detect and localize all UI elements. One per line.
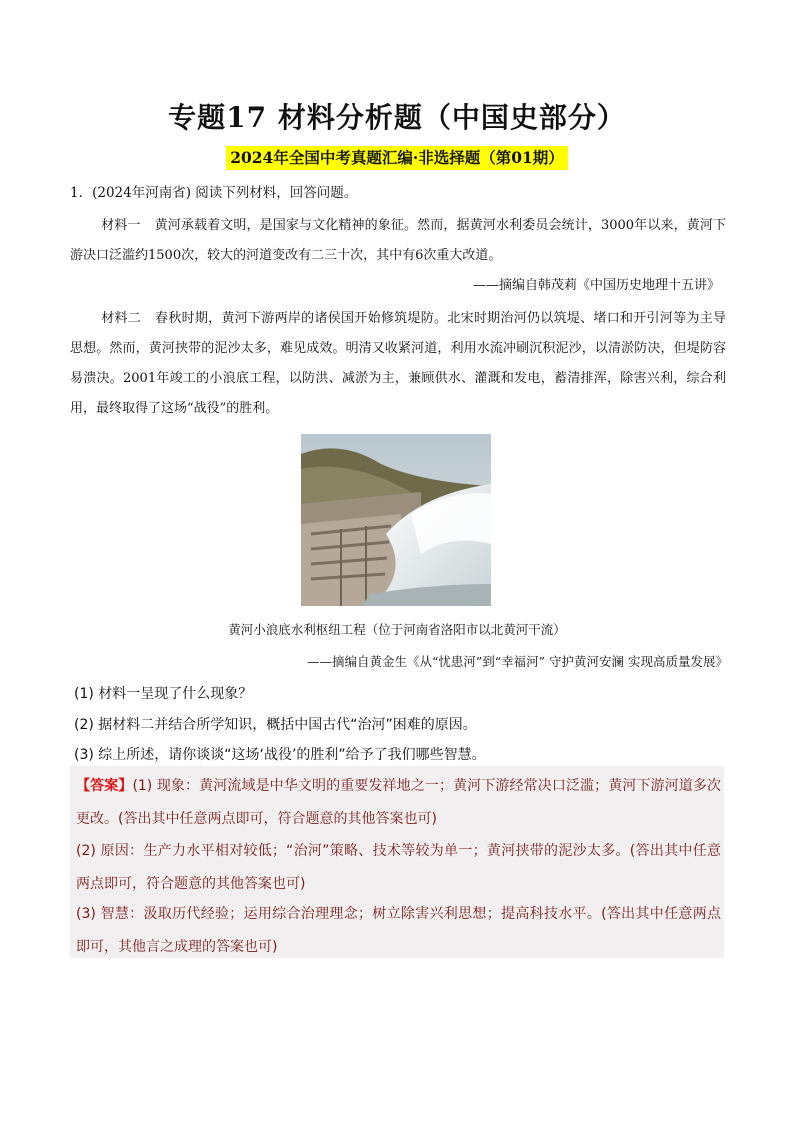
- sub-question-1: (1) 材料一呈现了什么现象？: [74, 686, 253, 702]
- material-one-label: 材料一: [101, 218, 141, 233]
- material-one-text: 黄河承载着文明，是国家与文化精神的象征。然而，据黄河水利委员会统计，3000年以来，黄河下游决口泛滥约1500次，较大的河道变改有二三十次，其中有6次重大改道。: [70, 218, 726, 263]
- dam-photo: [301, 434, 491, 606]
- material-two-source: ——摘编自黄金生《从“忧患河”到“幸福河” 守护黄河安澜 实现高质量发展》: [306, 654, 728, 669]
- sub-question-2: (2) 据材料二并结合所学知识，概括中国古代“治河”困难的原因。: [74, 717, 477, 733]
- answer-part-3: (3) 智慧：汲取历代经验；运用综合治理理念；树立除害兴利思想；提高科技水平。(答出其中任意两点即可，其他言之成理的答案也可): [76, 906, 721, 955]
- answer-part-1-text: (1) 现象：黄河流域是中华文明的重要发祥地之一；黄河下游经常决口泛滥；黄河下游河道多次更改。(答出其中任意两点即可，符合题意的其他答案也可): [76, 778, 722, 827]
- question-stem: 1．(2024年河南省) 阅读下列材料，回答问题。: [70, 185, 358, 201]
- material-one-source: ——摘编自韩茂莉《中国历史地理十五讲》: [472, 278, 720, 293]
- answer-part-1: [76, 770, 721, 836]
- material-one: [70, 211, 726, 271]
- page-title: 专题17 材料分析题（中国史部分）: [168, 101, 626, 134]
- photo-caption: 黄河小浪底水利枢纽工程（位于河南省洛阳市以北黄河干流）: [228, 622, 566, 637]
- page-subtitle: 2024年全国中考真题汇编·非选择题（第01期）: [226, 146, 568, 170]
- material-two: [70, 304, 726, 424]
- material-two-label: 材料二: [101, 311, 142, 326]
- material-two-text: 春秋时期，黄河下游两岸的诸侯国开始修筑堤防。北宋时期治河仍以筑堤、堵口和开引河等为主导思想。然而，黄河挟带的泥沙太多，难见成效。明清又收紧河道，利用水流冲刷沉积泥沙，以清淤防决，但堤防容易溃决。2001年竣工的小浪底工程，以防洪、减淤为主，兼顾供水、灌溉和发电，蓄清排浑，除害兴利，综合利用，最终取得了这场“战役”的胜利。: [70, 311, 726, 416]
- answer-part-2: (2) 原因：生产力水平相对较低；“治河”策略、技术等较为单一；黄河挟带的泥沙太多。(答出其中任意两点即可，符合题意的其他答案也可): [76, 843, 721, 892]
- sub-question-3: (3) 综上所述，请你谈谈“这场‘战役’的胜利”给予了我们哪些智慧。: [74, 747, 486, 763]
- answer-label: 【答案】: [76, 778, 133, 794]
